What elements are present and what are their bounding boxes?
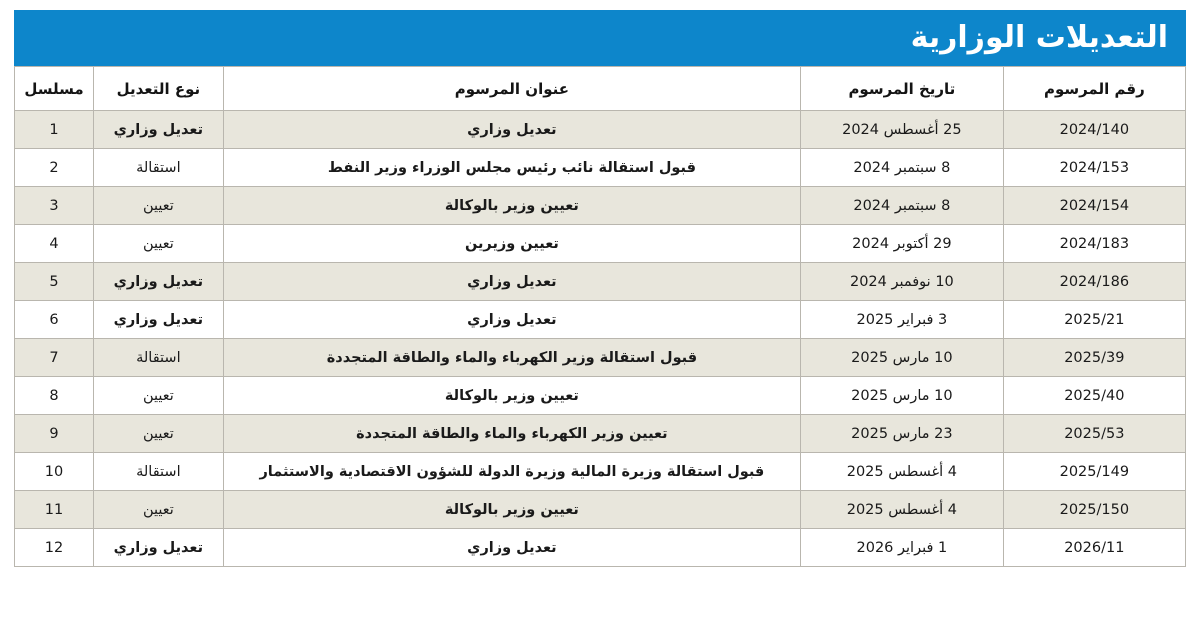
- table-header: [15, 67, 1186, 111]
- cell-serial-number: 8: [15, 377, 94, 415]
- cell-decree-date: 4 أغسطس 2025: [801, 491, 1004, 529]
- cell-decree-date: 3 فبراير 2025: [801, 301, 1004, 339]
- cell-decree-date: 1 فبراير 2026: [801, 529, 1004, 567]
- column-header-date: تاريخ المرسوم: [801, 67, 1004, 111]
- column-header-title: عنوان المرسوم: [223, 67, 800, 111]
- cell-decree-number: 2026/11: [1003, 529, 1185, 567]
- table-row: [15, 149, 1186, 187]
- cell-decree-date: 10 مارس 2025: [801, 377, 1004, 415]
- cell-decree-date: 4 أغسطس 2025: [801, 453, 1004, 491]
- cell-decree-title: تعديل وزاري: [223, 529, 800, 567]
- cell-serial-number: 9: [15, 415, 94, 453]
- cell-decree-title: تعيين وزير بالوكالة: [223, 377, 800, 415]
- cell-amendment-type: تعيين: [94, 415, 224, 453]
- cell-amendment-type: استقالة: [94, 149, 224, 187]
- cell-decree-title: تعديل وزاري: [223, 111, 800, 149]
- cell-decree-date: 10 مارس 2025: [801, 339, 1004, 377]
- cell-decree-number: 2025/150: [1003, 491, 1185, 529]
- cell-amendment-type: تعيين: [94, 491, 224, 529]
- cell-decree-title: تعيين وزير بالوكالة: [223, 187, 800, 225]
- cell-decree-date: 8 سبتمبر 2024: [801, 149, 1004, 187]
- table-row: [15, 263, 1186, 301]
- cell-amendment-type: تعيين: [94, 377, 224, 415]
- cell-decree-number: 2025/149: [1003, 453, 1185, 491]
- table-body: [15, 111, 1186, 567]
- cell-decree-title: قبول استقالة وزيرة المالية وزيرة الدولة للشؤون الاقتصادية والاستثمار: [223, 453, 800, 491]
- cell-serial-number: 10: [15, 453, 94, 491]
- cell-amendment-type: تعيين: [94, 225, 224, 263]
- cell-decree-number: 2025/53: [1003, 415, 1185, 453]
- cell-amendment-type: استقالة: [94, 339, 224, 377]
- cell-serial-number: 7: [15, 339, 94, 377]
- cell-serial-number: 3: [15, 187, 94, 225]
- cell-amendment-type: استقالة: [94, 453, 224, 491]
- table-row: [15, 111, 1186, 149]
- cell-amendment-type: تعديل وزاري: [94, 111, 224, 149]
- cell-decree-number: 2025/21: [1003, 301, 1185, 339]
- table-row: [15, 339, 1186, 377]
- cell-amendment-type: تعديل وزاري: [94, 263, 224, 301]
- column-header-number: رقم المرسوم: [1003, 67, 1185, 111]
- cell-decree-date: 8 سبتمبر 2024: [801, 187, 1004, 225]
- cell-amendment-type: تعديل وزاري: [94, 529, 224, 567]
- cell-serial-number: 4: [15, 225, 94, 263]
- table-row: [15, 491, 1186, 529]
- ministerial-amendments-table: [14, 66, 1186, 567]
- cell-decree-date: 29 أكتوبر 2024: [801, 225, 1004, 263]
- cell-decree-number: 2024/153: [1003, 149, 1185, 187]
- cell-serial-number: 11: [15, 491, 94, 529]
- cell-decree-title: تعيين وزير بالوكالة: [223, 491, 800, 529]
- page-title: التعديلات الوزارية: [910, 20, 1168, 55]
- table-header-row: [15, 67, 1186, 111]
- column-header-serial: مسلسل: [15, 67, 94, 111]
- cell-decree-title: قبول استقالة وزير الكهرباء والماء والطاقة المتجددة: [223, 339, 800, 377]
- cell-decree-number: 2025/40: [1003, 377, 1185, 415]
- cell-decree-number: 2025/39: [1003, 339, 1185, 377]
- cell-serial-number: 5: [15, 263, 94, 301]
- cell-decree-date: 25 أغسطس 2024: [801, 111, 1004, 149]
- table-row: [15, 225, 1186, 263]
- cell-serial-number: 1: [15, 111, 94, 149]
- cell-decree-title: تعيين وزيرين: [223, 225, 800, 263]
- cell-decree-title: تعديل وزاري: [223, 263, 800, 301]
- table-row: [15, 301, 1186, 339]
- cell-serial-number: 6: [15, 301, 94, 339]
- table-row: [15, 453, 1186, 491]
- cell-amendment-type: تعيين: [94, 187, 224, 225]
- cell-serial-number: 12: [15, 529, 94, 567]
- cell-decree-date: 10 نوفمبر 2024: [801, 263, 1004, 301]
- cell-amendment-type: تعديل وزاري: [94, 301, 224, 339]
- cell-decree-date: 23 مارس 2025: [801, 415, 1004, 453]
- table-row: [15, 415, 1186, 453]
- page-title-bar: [14, 10, 1186, 66]
- cell-decree-title: قبول استقالة نائب رئيس مجلس الوزراء وزير النفط: [223, 149, 800, 187]
- cell-decree-title: تعديل وزاري: [223, 301, 800, 339]
- cell-decree-number: 2024/186: [1003, 263, 1185, 301]
- cell-decree-number: 2024/140: [1003, 111, 1185, 149]
- table-row: [15, 187, 1186, 225]
- cell-decree-number: 2024/154: [1003, 187, 1185, 225]
- table-row: [15, 377, 1186, 415]
- table-row: [15, 529, 1186, 567]
- cell-decree-title: تعيين وزير الكهرباء والماء والطاقة المتجددة: [223, 415, 800, 453]
- cell-serial-number: 2: [15, 149, 94, 187]
- column-header-type: نوع التعديل: [94, 67, 224, 111]
- cell-decree-number: 2024/183: [1003, 225, 1185, 263]
